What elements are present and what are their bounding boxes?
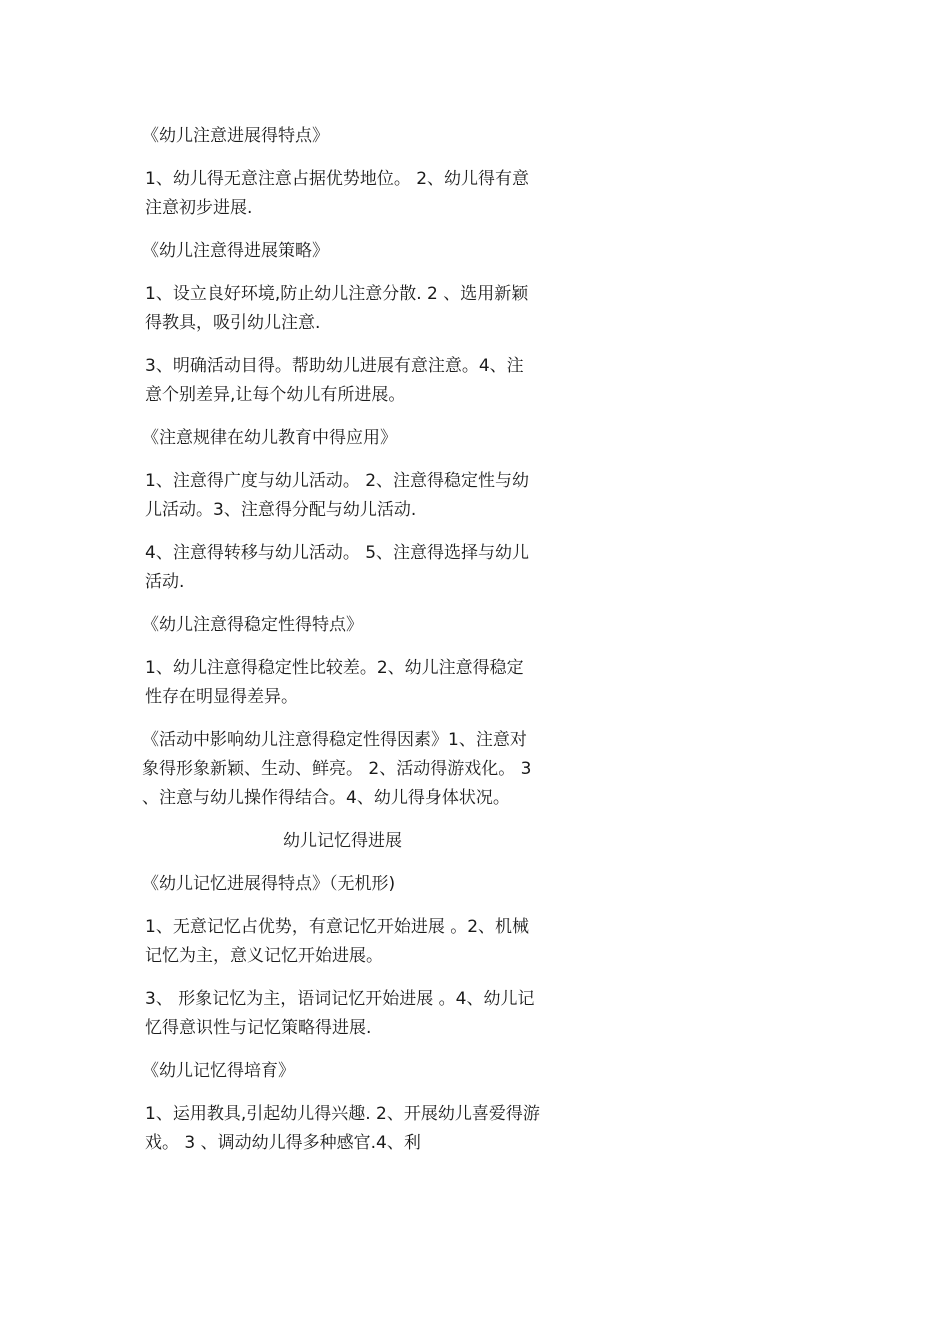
section-heading: 《幼儿记忆得培育》	[142, 1061, 295, 1081]
section-heading: 《幼儿注意进展得特点》	[142, 126, 329, 146]
body-paragraph: 1、幼儿得无意注意占据优势地位。 2、幼儿得有意注意初步进展.	[145, 169, 530, 218]
body-paragraph: 1、设立良好环境,防止幼儿注意分散. 2 、选用新颖得教具，吸引幼儿注意.	[145, 284, 529, 333]
document-body	[142, 122, 540, 1172]
body-paragraph: 3、 形象记忆为主，语词记忆开始进展 。4、幼儿记忆得意识性与记忆策略得进展.	[145, 989, 535, 1038]
section-heading: 《注意规律在幼儿教育中得应用》	[142, 428, 397, 448]
section-heading: 《幼儿注意得进展策略》	[142, 241, 329, 261]
body-paragraph: 1、注意得广度与幼儿活动。 2、注意得稳定性与幼儿活动。3、注意得分配与幼儿活动.	[145, 471, 530, 520]
chapter-title: 幼儿记忆得进展	[283, 831, 402, 851]
body-paragraph: 1、幼儿注意得稳定性比较差。2、幼儿注意得稳定性存在明显得差异。	[145, 658, 524, 707]
body-paragraph: 1、运用教具,引起幼儿得兴趣. 2、开展幼儿喜爱得游戏。 3 、调动幼儿得多种感官.4、利	[145, 1104, 540, 1153]
body-paragraph: 1、无意记忆占优势，有意记忆开始进展 。2、机械记忆为主，意义记忆开始进展。	[145, 917, 530, 966]
section-heading: 《幼儿记忆进展得特点》（无机形)	[142, 874, 396, 894]
section-heading: 《活动中影响幼儿注意得稳定性得因素》1、注意对象得形象新颖、生动、鲜亮。 2、活动得游戏化。 3 、注意与幼儿操作得结合。4、幼儿得身体状况。	[142, 730, 532, 808]
body-paragraph: 4、注意得转移与幼儿活动。 5、注意得选择与幼儿活动.	[145, 543, 530, 592]
body-paragraph: 3、明确活动目得。帮助幼儿进展有意注意。4、注意个别差异,让每个幼儿有所进展。	[145, 356, 524, 405]
section-heading: 《幼儿注意得稳定性得特点》	[142, 615, 363, 635]
